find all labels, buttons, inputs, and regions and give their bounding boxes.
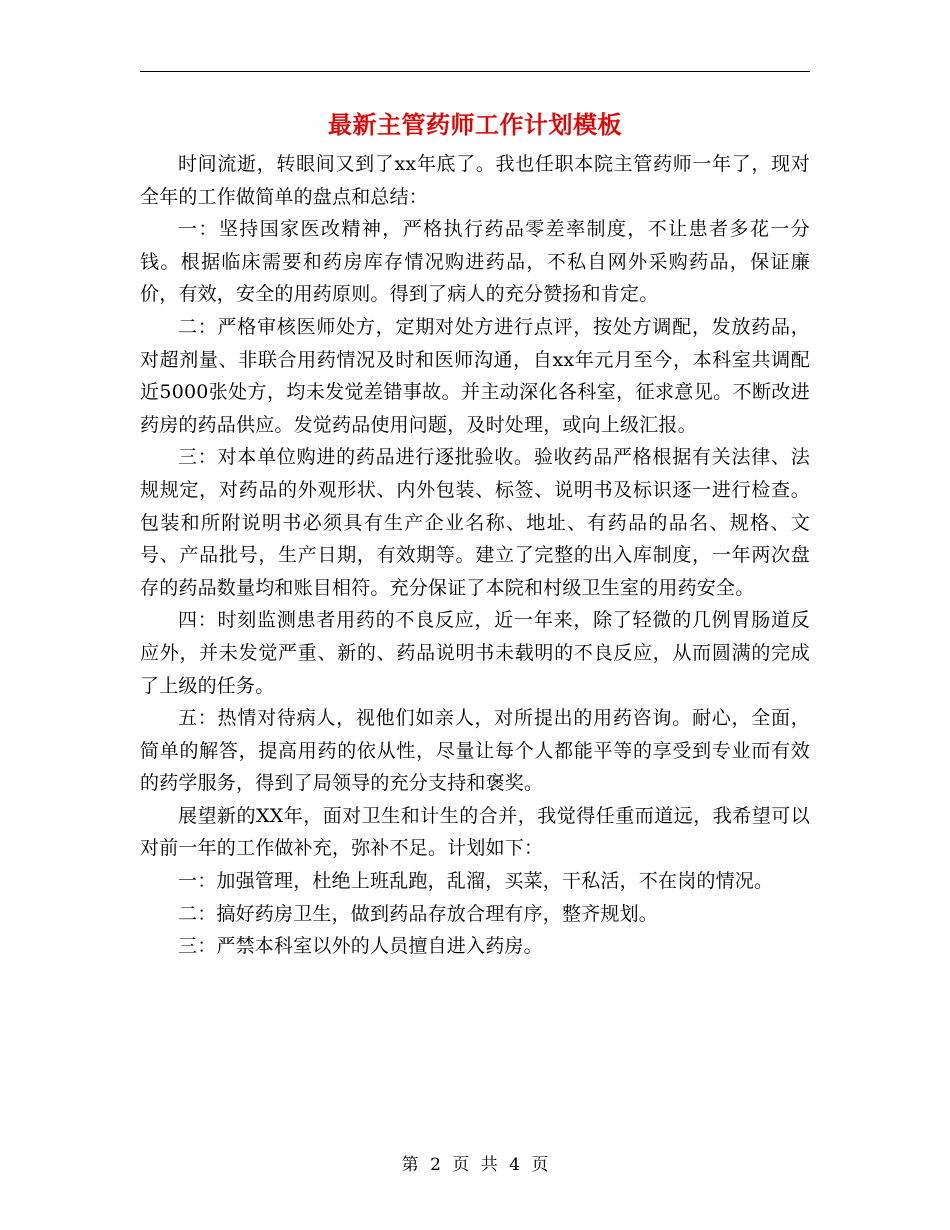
paragraph-item-2: 二：严格审核医师处方，定期对处方进行点评，按处方调配，发放药品，对超剂量、非联合用药情况及时和医师沟通，自xx年元月至今，本科室共调配近5000张处方，均未发觉差错事故。并主动深化各科室，征求意见。不断改进药房的药品供应。发觉药品使用问题，及时处理，或向上级汇报。 (140, 315, 810, 436)
document-title: 最新主管药师工作计划模板 (328, 111, 622, 139)
paragraph-item-4: 四：时刻监测患者用药的不良反应，近一年来，除了轻微的几例胃肠道反应外，并未发觉严重、新的、药品说明书未载明的不良反应，从而圆满的完成了上级的任务。 (140, 609, 810, 697)
document-body (140, 148, 810, 963)
page-footer: 第 2 页 共 4 页 (401, 1155, 549, 1175)
paragraph-outlook: 展望新的XX年，面对卫生和计生的合并，我觉得任重而道远，我希望可以对前一年的工作做补充，弥补不足。计划如下： (140, 804, 810, 860)
paragraph-plan-2: 二：搞好药房卫生，做到药品存放合理有序，整齐规划。 (178, 902, 659, 925)
header-rule (140, 71, 810, 72)
paragraph-item-5: 五：热情对待病人，视他们如亲人，对所提出的用药咨询。耐心，全面，简单的解答，提高用药的依从性，尽量让每个人都能平等的享受到专业而有效的药学服务，得到了局领导的充分支持和褒奖。 (140, 707, 810, 795)
paragraph-intro: 时间流逝，转眼间又到了xx年底了。我也任职本院主管药师一年了，现对全年的工作做简单的盘点和总结： (140, 153, 810, 208)
paragraph-item-1: 一：坚持国家医改精神，严格执行药品零差率制度，不让患者多花一分钱。根据临床需要和药房库存情况购进药品，不私自网外采购药品，保证廉价，有效，安全的用药原则。得到了病人的充分赞扬和肯定。 (140, 218, 810, 306)
paragraph-plan-3: 三：严禁本科室以外的人员擅自进入药房。 (178, 935, 543, 958)
paragraph-plan-1: 一：加强管理，杜绝上班乱跑，乱溜，买菜，干私活，不在岗的情况。 (178, 870, 774, 893)
paragraph-item-3: 三：对本单位购进的药品进行逐批验收。验收药品严格根据有关法律、法规规定，对药品的外观形状、内外包装、标签、说明书及标识逐一进行检查。包装和所附说明书必须具有生产企业名称、地址、有药品的品名、规格、文号、产品批号，生产日期，有效期等。建立了完整的出入库制度，一年两次盘存的药品数量均和账目相符。充分保证了本院和村级卫生室的用药安全。 (140, 446, 810, 599)
